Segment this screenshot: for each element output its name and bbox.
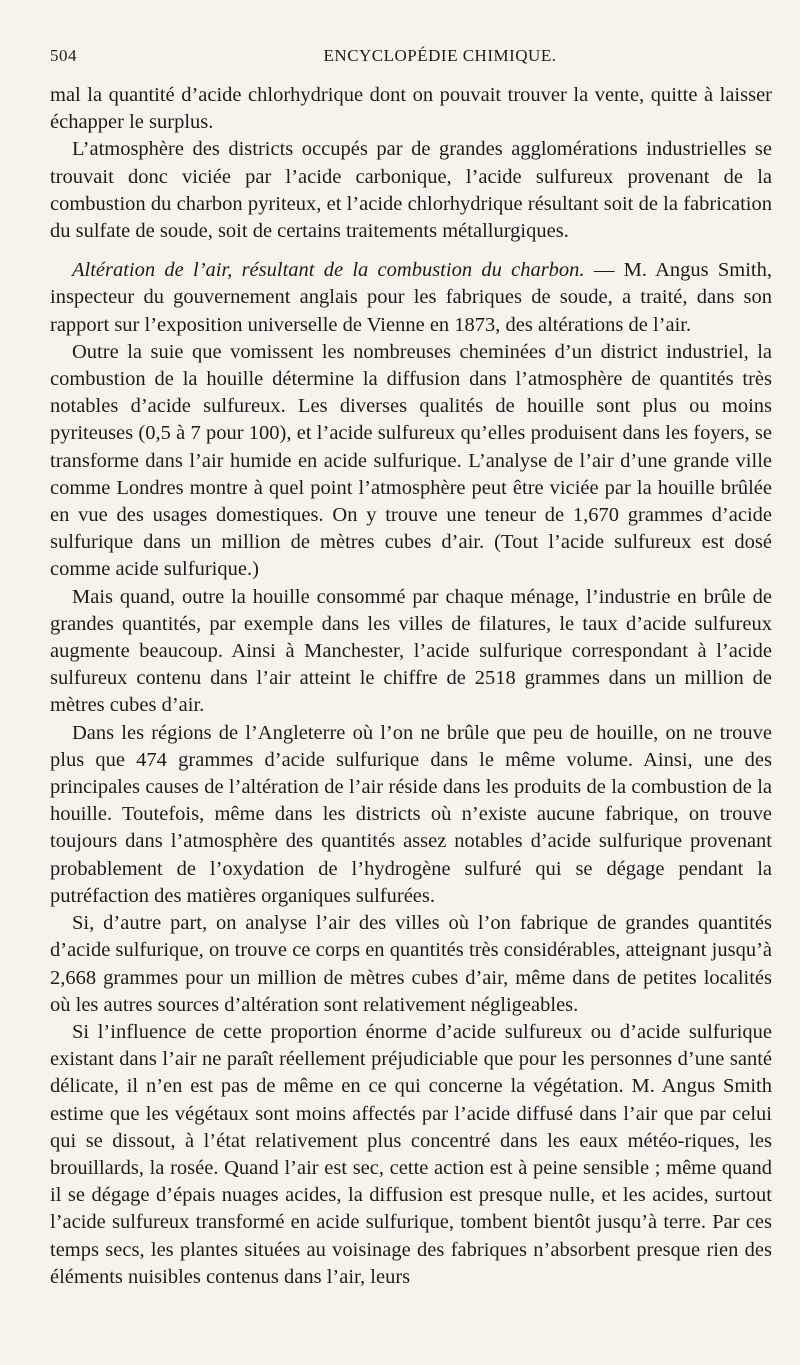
page-number: 504 [50, 46, 77, 65]
paragraph-section-alteration [50, 257, 772, 339]
paragraph-manchester: Mais quand, outre la houille consommé par chaque ménage, l’industrie en brûle de grandes quantités, par exemple dans les villes de filatures, le taux d’acide sulfureux augmente beaucoup. Ainsi à Manchester, l’acide sulfurique correspondant à l’acide sulfureux contenu dans l’air atteint le chiffre de 2518 grammes dans un million de mètres cubes d’air. [50, 585, 772, 717]
paragraph-vegetation: Si l’influence de cette proportion énorme d’acide sulfureux ou d’acide sulfurique existant dans l’air ne paraît réellement préjudiciable que pour les personnes d’une santé délicate, il n’en est pas de même en ce qui concerne la végétation. M. Angus Smith estime que les végétaux sont moins affectés par l’acide diffusé dans l’air que par celui qui se dissout, à l’état relativement plus concentré dans les eaux météo-riques, les brouillards, la rosée. Quand l’air est sec, cette action est à peine sensible ; même quand il se dégage d’épais nuages acides, la diffusion est presque nulle, et les acides, surtout l’acide sulfureux transformé en acide sulfurique, tombent bientôt jusqu’à terre. Par ces temps secs, les plantes situées au voisinage des fabriques n’absorbent presque rien des éléments nuisibles contenus dans l’air, leurs [50, 1020, 772, 1288]
body-text [50, 82, 772, 1291]
paragraph-angleterre: Dans les régions de l’Angleterre où l’on ne brûle que peu de houille, on ne trouve plus que 474 grammes d’acide sulfurique dans le même volume. Ainsi, une des principales causes de l’altération de l’air réside dans les produits de la combustion de la houille. Toutefois, même dans les districts où n’existe aucune fabrique, on trouve toujours dans l’atmosphère des quantités assez notables d’acide sulfurique provenant probablement de l’oxydation de l’hydrogène sulfuré qui se dégage pendant la putréfaction des matières organiques sulfurées. [50, 721, 772, 907]
section-heading-continuation: — M. Angus Smith, inspecteur du gouvernement anglais pour les fabriques de soude, a traité, dans son rapport sur l’exposition universelle de Vienne en 1873, des altérations de l’air. [50, 259, 772, 336]
paragraph-atmosphere: L’atmosphère des districts occupés par de grandes agglomérations industrielles se trouvait donc viciée par l’acide carbonique, l’acide sulfureux provenant de la combustion du charbon pyriteux, et l’acide chlorhydrique résultant soit de la fabrication du sulfate de soude, soit de certains traitements métallurgiques. [50, 138, 772, 243]
journal-title: ENCYCLOPÉDIE CHIMIQUE. [323, 46, 557, 65]
running-head [50, 46, 770, 72]
paragraph-fabrique: Si, d’autre part, on analyse l’air des villes où l’on fabrique de grandes quantités d’acide sulfurique, on trouve ce corps en quantités très considérables, atteignant jusqu’à 2,668 grammes pour un million de mètres cubes d’air, même dans de petites localités où les autres sources d’altération sont relativement négligeables. [50, 912, 772, 1016]
paragraph-continuation: mal la quantité d’acide chlorhydrique dont on pouvait trouver la vente, quitte à laisser échapper le surplus. [50, 84, 772, 134]
section-heading: Altération de l’air, résultant de la combustion du charbon. [72, 259, 585, 282]
paragraph-suie: Outre la suie que vomissent les nombreuses cheminées d’un district industriel, la combustion de la houille détermine la diffusion dans l’atmosphère de quantités très notables d’acide sulfureux. Les diverses qualités de houille sont plus ou moins pyriteuses (0,5 à 7 pour 100), et l’acide sulfureux qu’elles produisent dans les foyers, se transforme dans l’air humide en acide sulfurique. L’analyse de l’air d’une grande ville comme Londres montre à quel point l’atmosphère peut être viciée par la houille brûlée en vue des usages domestiques. On y trouve une teneur de 1,670 grammes d’acide sulfurique dans un million de mètres cubes d’air. (Tout l’acide sulfureux est dosé comme acide sulfurique.) [50, 340, 772, 581]
